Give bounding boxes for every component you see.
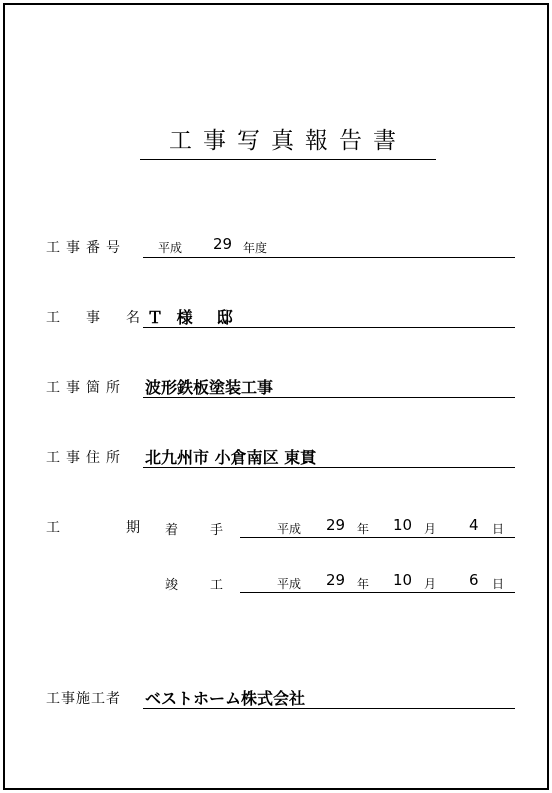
- end-month-unit: 月: [424, 577, 437, 591]
- number-year: 29: [213, 235, 233, 253]
- period-end-label: 竣 工: [165, 578, 226, 593]
- end-year: 29: [326, 571, 346, 589]
- period-end-field: [240, 570, 515, 593]
- project-place-field: [143, 373, 515, 398]
- contractor-value: ベストホーム株式会社: [145, 689, 306, 708]
- project-address-value: 北九州市 小倉南区 東貫: [145, 448, 317, 467]
- project-name-field: [143, 303, 515, 328]
- label-project-period: 工 期: [46, 520, 146, 536]
- start-day: 4: [469, 516, 479, 534]
- end-month: 10: [393, 571, 413, 589]
- end-era: 平成: [277, 577, 302, 591]
- period-start-label: 着 手: [165, 523, 226, 538]
- document-title: 工事写真報告書: [140, 122, 436, 160]
- label-project-number: 工事番号: [46, 240, 126, 256]
- project-address-field: [143, 443, 515, 468]
- number-suffix: 年度: [243, 241, 268, 255]
- end-year-unit: 年: [357, 577, 370, 591]
- end-day-unit: 日: [492, 577, 505, 591]
- start-year-unit: 年: [357, 522, 370, 536]
- start-month-unit: 月: [424, 522, 437, 536]
- start-year: 29: [326, 516, 346, 534]
- project-number-field: [143, 233, 515, 258]
- project-name-value: Ｔ 様 邸: [147, 308, 237, 327]
- start-era: 平成: [277, 522, 302, 536]
- label-project-place: 工事箇所: [46, 380, 126, 396]
- end-day: 6: [469, 571, 479, 589]
- period-start-field: [240, 515, 515, 538]
- project-place-value: 波形鉄板塗装工事: [145, 378, 274, 397]
- start-day-unit: 日: [492, 522, 505, 536]
- label-contractor: 工事施工者: [46, 691, 121, 707]
- number-era: 平成: [158, 241, 183, 255]
- contractor-field: [143, 684, 515, 709]
- label-project-address: 工事住所: [46, 450, 126, 466]
- start-month: 10: [393, 516, 413, 534]
- label-project-name: 工 事 名: [46, 310, 146, 326]
